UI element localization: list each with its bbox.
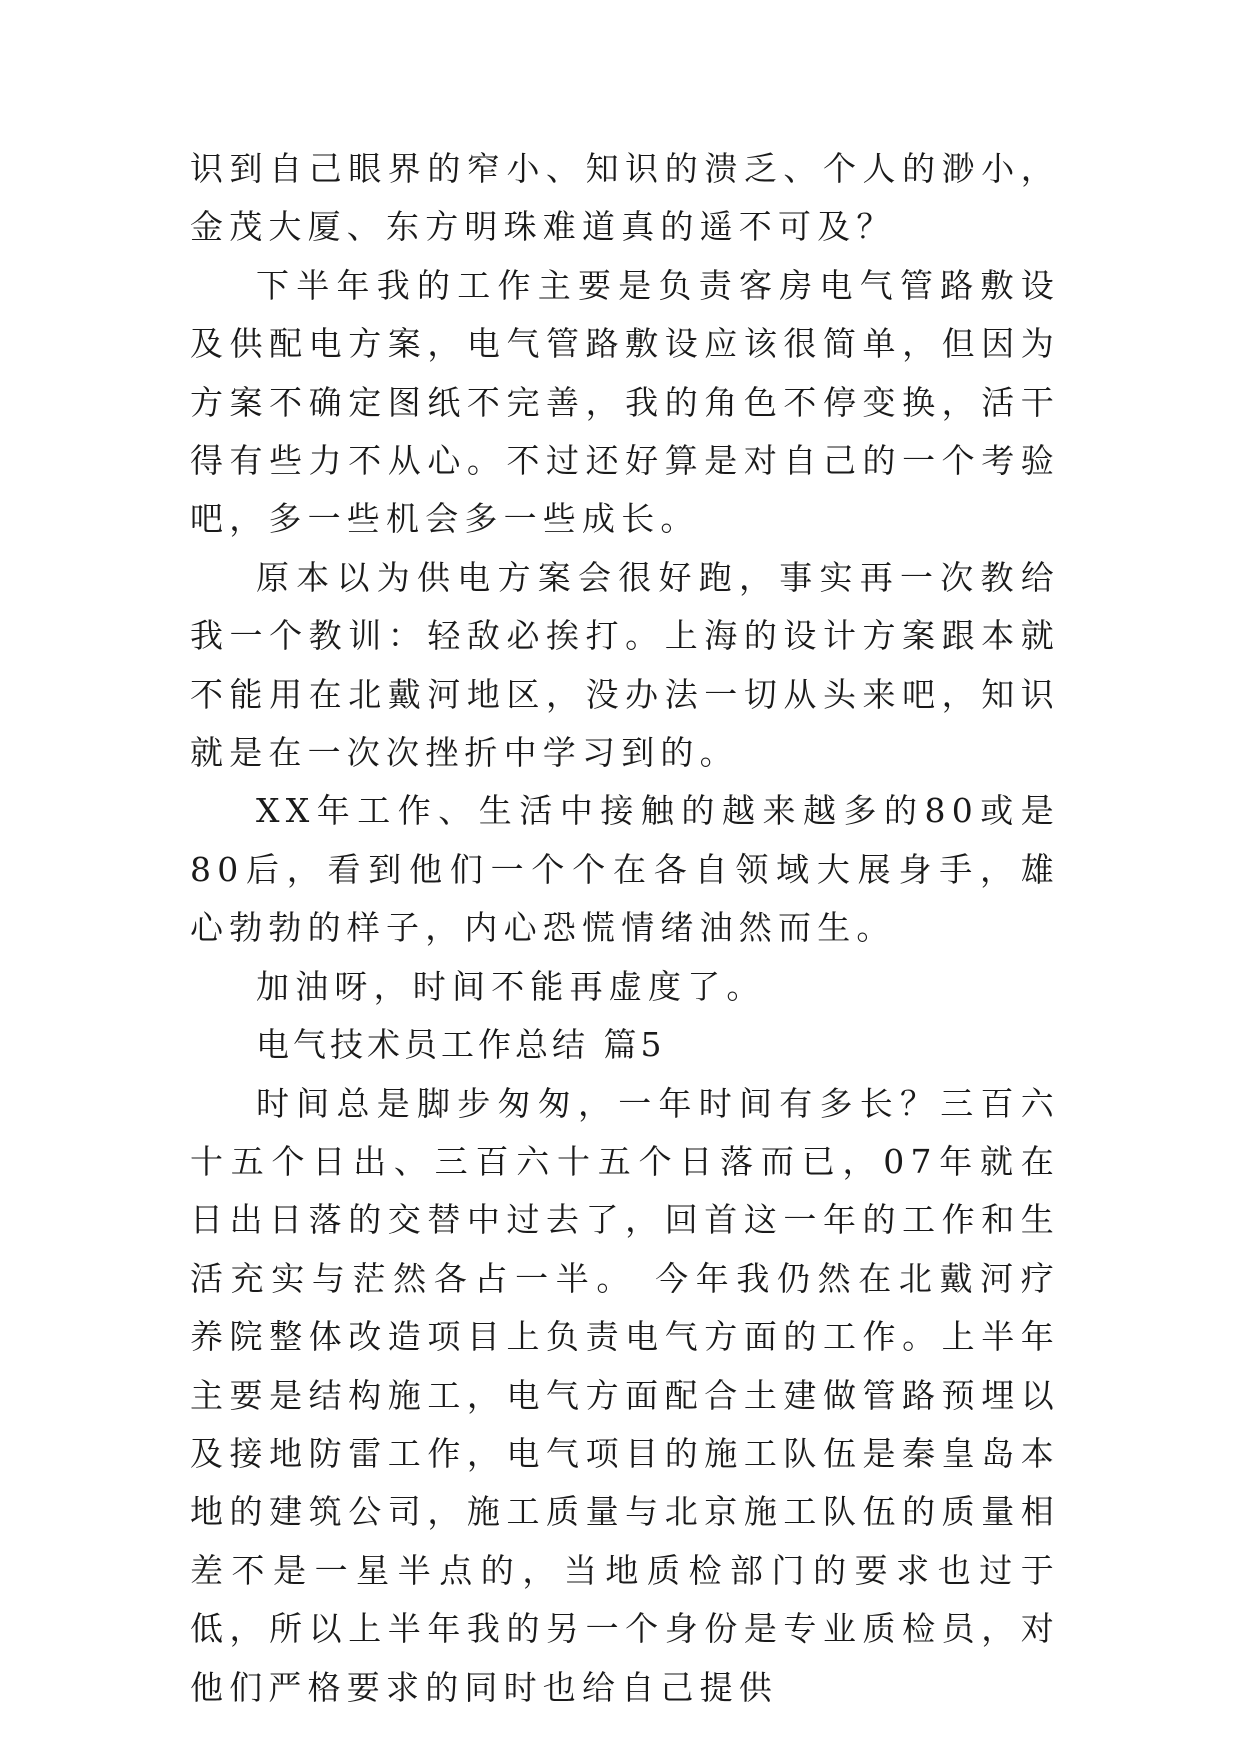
document-body (190, 140, 1060, 1717)
section-heading: 电气技术员工作总结 篇5 (256, 1025, 666, 1065)
paragraph-4: XX年工作、生活中接触的越来越多的80或是80后，看到他们一个个在各自领域大展身手，雄心勃勃的样子，内心恐慌情绪油然而生。 (190, 791, 1060, 948)
paragraph-1: 识到自己眼界的窄小、知识的溃乏、个人的渺小，金茂大厦、东方明珠难道真的遥不可及？ (190, 149, 1060, 247)
paragraph-6: 时间总是脚步匆匆，一年时间有多长？三百六十五个日出、三百六十五个日落而已，07年就在日出日落的交替中过去了，回首这一年的工作和生活充实与茫然各占一半。 今年我仍然在北戴河疗养院整体改造项目上负责电气方面的工作。上半年主要是结构施工，电气方面配合土建做管路预埋以及接地防雷工作，电气项目的施工队伍是秦皇岛本地的建筑公司，施工质量与北京施工队伍的质量相差不是一星半点的，当地质检部门的要求也过于低，所以上半年我的另一个身份是专业质检员，对他们严格要求的同时也给自己提供 (190, 1083, 1060, 1707)
paragraph-2: 下半年我的工作主要是负责客房电气管路敷设及供配电方案，电气管路敷设应该很简单，但因为方案不确定图纸不完善，我的角色不停变换，活干得有些力不从心。不过还好算是对自己的一个考验吧，多一些机会多一些成长。 (190, 265, 1060, 539)
paragraph-5: 加油呀，时间不能再虚度了。 (256, 966, 766, 1006)
paragraph-3: 原本以为供电方案会很好跑，事实再一次教给我一个教训：轻敌必挨打。上海的设计方案跟本就不能用在北戴河地区，没办法一切从头来吧，知识就是在一次次挫折中学习到的。 (190, 557, 1060, 773)
